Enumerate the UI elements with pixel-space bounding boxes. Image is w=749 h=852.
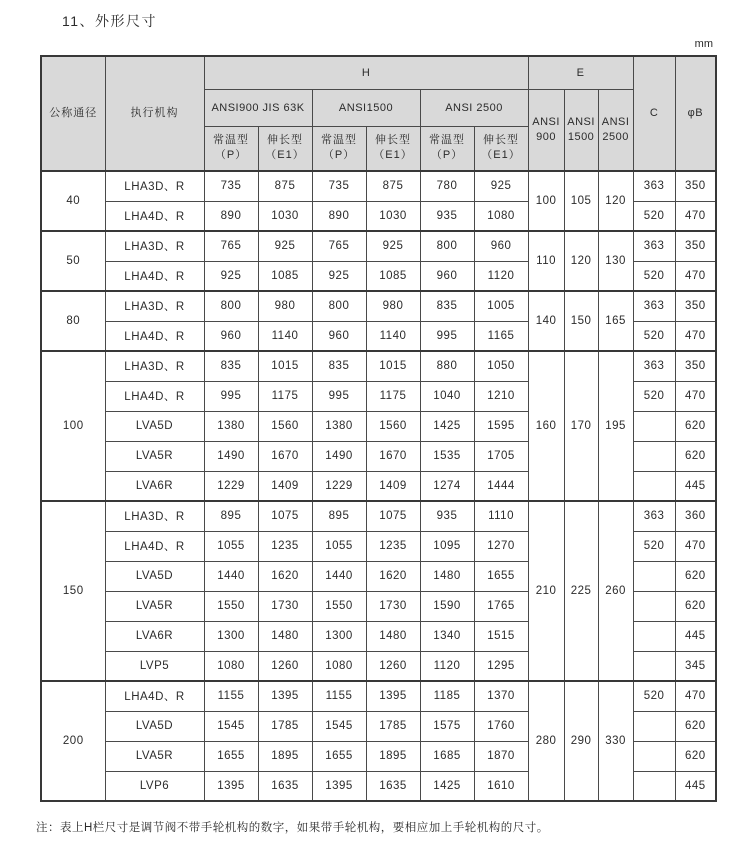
c-value-cell [633,741,675,771]
phib-value-cell: 445 [675,471,716,501]
h-value-cell: 1395 [258,681,312,711]
header-e-ansi2500-line1: ANSI [601,115,630,128]
h-value-cell: 960 [420,261,474,291]
e-value-cell: 160 [528,351,564,501]
header-e-ansi2500 [598,89,633,171]
e-value-cell: 330 [598,681,633,801]
h-value-cell: 925 [366,231,420,261]
h-value-cell: 1480 [258,621,312,651]
e-value-cell: 195 [598,351,633,501]
h-value-cell: 835 [312,351,366,381]
h-value-cell: 1655 [312,741,366,771]
h-value-cell: 935 [420,201,474,231]
h-value-cell: 1085 [366,261,420,291]
h-value-cell: 1550 [312,591,366,621]
h-value-cell: 835 [420,291,474,321]
actuator-cell: LVA5D [105,561,204,591]
h-value-cell: 1050 [474,351,528,381]
h-value-cell: 1409 [366,471,420,501]
h-value-cell: 1040 [420,381,474,411]
actuator-cell: LVP6 [105,771,204,801]
header-e-ansi900-line2: 900 [536,130,556,143]
actuator-cell: LVA5D [105,711,204,741]
extended-type-label: 伸长型 [483,134,520,147]
h-value-cell: 1229 [312,471,366,501]
h-value-cell: 1080 [474,201,528,231]
table-row [41,291,716,321]
table-row [41,501,716,531]
extended-type-code: （E1） [481,149,521,162]
actuator-cell: LVA5R [105,591,204,621]
normal-type-code: （P） [214,149,248,162]
h-value-cell: 1610 [474,771,528,801]
normal-type-label: 常温型 [213,134,249,147]
h-value-cell: 1015 [258,351,312,381]
header-ansi2500: ANSI 2500 [420,89,528,126]
h-value-cell: 800 [312,291,366,321]
h-value-cell: 960 [474,231,528,261]
actuator-cell: LHA4D、R [105,261,204,291]
e-value-cell: 120 [564,231,598,291]
actuator-cell: LVA5R [105,741,204,771]
header-h-group: H [204,56,528,89]
actuator-cell: LHA4D、R [105,681,204,711]
h-value-cell: 995 [204,381,258,411]
header-row-1 [41,56,716,89]
h-value-cell: 1785 [366,711,420,741]
h-value-cell: 1155 [204,681,258,711]
c-value-cell [633,591,675,621]
h-value-cell: 925 [204,261,258,291]
h-value-cell: 1590 [420,591,474,621]
normal-type-label: 常温型 [321,134,357,147]
phib-value-cell: 620 [675,591,716,621]
h-value-cell: 1055 [312,531,366,561]
extended-type-label: 伸长型 [267,134,303,147]
h-value-cell: 1765 [474,591,528,621]
footnote: 注：表上H栏尺寸是调节阀不带手轮机构的数字，如果带手轮机构，要相应加上手轮机构的尺寸。 [36,822,549,834]
h-value-cell: 1595 [474,411,528,441]
phib-value-cell: 350 [675,351,716,381]
header-c: C [633,56,675,171]
h-value-cell: 1895 [366,741,420,771]
h-value-cell: 1395 [204,771,258,801]
h-value-cell: 1785 [258,711,312,741]
h-value-cell: 1444 [474,471,528,501]
h-value-cell: 1120 [474,261,528,291]
c-value-cell: 363 [633,291,675,321]
h-value-cell: 1140 [366,321,420,351]
actuator-cell: LHA4D、R [105,381,204,411]
e-value-cell: 290 [564,681,598,801]
h-value-cell: 1155 [312,681,366,711]
unit-label: mm [694,38,713,50]
h-value-cell: 960 [204,321,258,351]
header-e-ansi1500-line1: ANSI [567,115,595,128]
c-value-cell: 363 [633,501,675,531]
table-row [41,231,716,261]
h-value-cell: 925 [474,171,528,201]
c-value-cell: 363 [633,171,675,201]
h-value-cell: 1370 [474,681,528,711]
header-e-ansi900-line1: ANSI [532,115,560,128]
h-value-cell: 1380 [312,411,366,441]
actuator-cell: LHA3D、R [105,501,204,531]
h-value-cell: 1655 [204,741,258,771]
h-value-cell: 1575 [420,711,474,741]
phib-value-cell: 620 [675,441,716,471]
phib-value-cell: 470 [675,381,716,411]
actuator-cell: LHA3D、R [105,231,204,261]
h-value-cell: 895 [312,501,366,531]
actuator-cell: LHA3D、R [105,171,204,201]
phib-value-cell: 445 [675,621,716,651]
diameter-cell: 100 [41,351,105,501]
c-value-cell [633,651,675,681]
h-value-cell: 1480 [420,561,474,591]
page-title: 11、外形尺寸 [62,13,158,29]
normal-type-label: 常温型 [429,134,465,147]
h-value-cell: 875 [258,171,312,201]
phib-value-cell: 350 [675,171,716,201]
c-value-cell: 520 [633,681,675,711]
h-value-cell: 1730 [366,591,420,621]
c-value-cell: 363 [633,351,675,381]
h-value-cell: 1635 [258,771,312,801]
table-body [41,171,716,801]
h-value-cell: 1300 [204,621,258,651]
h-value-cell: 1620 [258,561,312,591]
h-value-cell: 735 [204,171,258,201]
h-value-cell: 1895 [258,741,312,771]
actuator-cell: LVP5 [105,651,204,681]
h-value-cell: 935 [420,501,474,531]
actuator-cell: LHA3D、R [105,291,204,321]
actuator-cell: LHA4D、R [105,531,204,561]
h-value-cell: 800 [204,291,258,321]
header-e-group: E [528,56,633,89]
actuator-cell: LVA5R [105,441,204,471]
c-value-cell: 520 [633,201,675,231]
h-value-cell: 1545 [204,711,258,741]
h-value-cell: 1730 [258,591,312,621]
c-value-cell: 520 [633,321,675,351]
h-value-cell: 1030 [366,201,420,231]
h-value-cell: 1705 [474,441,528,471]
extended-type-label: 伸长型 [375,134,411,147]
h-value-cell: 1030 [258,201,312,231]
h-value-cell: 995 [312,381,366,411]
h-value-cell: 925 [258,231,312,261]
h-value-cell: 1440 [312,561,366,591]
h-value-cell: 1075 [258,501,312,531]
e-value-cell: 100 [528,171,564,231]
h-value-cell: 1395 [312,771,366,801]
c-value-cell: 520 [633,381,675,411]
h-value-cell: 1409 [258,471,312,501]
diameter-cell: 50 [41,231,105,291]
h-value-cell: 765 [312,231,366,261]
c-value-cell: 363 [633,231,675,261]
c-value-cell [633,561,675,591]
dimensions-table [40,55,717,802]
h-value-cell: 800 [420,231,474,261]
e-value-cell: 140 [528,291,564,351]
header-e-ansi1500 [564,89,598,171]
e-value-cell: 105 [564,171,598,231]
h-value-cell: 1235 [258,531,312,561]
h-value-cell: 1425 [420,771,474,801]
c-value-cell: 520 [633,531,675,561]
header-ansi1500: ANSI1500 [312,89,420,126]
h-value-cell: 1140 [258,321,312,351]
actuator-cell: LVA5D [105,411,204,441]
e-value-cell: 130 [598,231,633,291]
h-value-cell: 1295 [474,651,528,681]
h-value-cell: 1080 [204,651,258,681]
h-value-cell: 765 [204,231,258,261]
normal-type-code: （P） [322,149,356,162]
header-extended-type-1 [258,126,312,171]
h-value-cell: 1085 [258,261,312,291]
c-value-cell [633,441,675,471]
h-value-cell: 1655 [474,561,528,591]
h-value-cell: 1274 [420,471,474,501]
header-extended-type-3 [474,126,528,171]
e-value-cell: 150 [564,291,598,351]
h-value-cell: 960 [312,321,366,351]
phib-value-cell: 470 [675,201,716,231]
h-value-cell: 1535 [420,441,474,471]
h-value-cell: 1670 [258,441,312,471]
diameter-cell: 40 [41,171,105,231]
phib-value-cell: 470 [675,681,716,711]
h-value-cell: 1095 [420,531,474,561]
e-value-cell: 225 [564,501,598,681]
diameter-cell: 200 [41,681,105,801]
c-value-cell [633,711,675,741]
h-value-cell: 1760 [474,711,528,741]
e-value-cell: 260 [598,501,633,681]
h-value-cell: 1620 [366,561,420,591]
phib-value-cell: 470 [675,261,716,291]
h-value-cell: 1175 [366,381,420,411]
header-e-ansi2500-line2: 2500 [602,130,629,143]
h-value-cell: 835 [204,351,258,381]
c-value-cell [633,621,675,651]
h-value-cell: 1395 [366,681,420,711]
e-value-cell: 210 [528,501,564,681]
h-value-cell: 1300 [312,621,366,651]
h-value-cell: 1670 [366,441,420,471]
c-value-cell [633,471,675,501]
table-row [41,681,716,711]
phib-value-cell: 345 [675,651,716,681]
phib-value-cell: 620 [675,561,716,591]
phib-value-cell: 470 [675,531,716,561]
header-nominal-diameter: 公称通径 [41,56,105,171]
header-actuator: 执行机构 [105,56,204,171]
h-value-cell: 1110 [474,501,528,531]
header-extended-type-2 [366,126,420,171]
extended-type-code: （E1） [265,149,305,162]
h-value-cell: 1185 [420,681,474,711]
h-value-cell: 1015 [366,351,420,381]
h-value-cell: 1235 [366,531,420,561]
header-phi-b: φB [675,56,716,171]
actuator-cell: LHA3D、R [105,351,204,381]
h-value-cell: 780 [420,171,474,201]
h-value-cell: 1055 [204,531,258,561]
h-value-cell: 1080 [312,651,366,681]
h-value-cell: 1270 [474,531,528,561]
e-value-cell: 165 [598,291,633,351]
header-normal-type-3 [420,126,474,171]
phib-value-cell: 620 [675,741,716,771]
phib-value-cell: 445 [675,771,716,801]
h-value-cell: 925 [312,261,366,291]
h-value-cell: 1870 [474,741,528,771]
phib-value-cell: 350 [675,291,716,321]
e-value-cell: 170 [564,351,598,501]
h-value-cell: 1380 [204,411,258,441]
h-value-cell: 1260 [366,651,420,681]
h-value-cell: 1440 [204,561,258,591]
h-value-cell: 1560 [366,411,420,441]
h-value-cell: 1340 [420,621,474,651]
h-value-cell: 1490 [204,441,258,471]
h-value-cell: 890 [204,201,258,231]
c-value-cell: 520 [633,261,675,291]
actuator-cell: LHA4D、R [105,321,204,351]
h-value-cell: 875 [366,171,420,201]
header-e-ansi1500-line2: 1500 [567,130,595,143]
h-value-cell: 1550 [204,591,258,621]
header-e-ansi900 [528,89,564,171]
e-value-cell: 110 [528,231,564,291]
h-value-cell: 1425 [420,411,474,441]
phib-value-cell: 470 [675,321,716,351]
diameter-cell: 80 [41,291,105,351]
h-value-cell: 1229 [204,471,258,501]
e-value-cell: 120 [598,171,633,231]
h-value-cell: 1490 [312,441,366,471]
table-row [41,351,716,381]
h-value-cell: 1210 [474,381,528,411]
extended-type-code: （E1） [373,149,413,162]
phib-value-cell: 620 [675,411,716,441]
actuator-cell: LVA6R [105,621,204,651]
phib-value-cell: 350 [675,231,716,261]
header-normal-type-2 [312,126,366,171]
h-value-cell: 880 [420,351,474,381]
phib-value-cell: 620 [675,711,716,741]
h-value-cell: 1685 [420,741,474,771]
diameter-cell: 150 [41,501,105,681]
h-value-cell: 980 [366,291,420,321]
header-ansi900-jis63k: ANSI900 JIS 63K [204,89,312,126]
h-value-cell: 890 [312,201,366,231]
h-value-cell: 1005 [474,291,528,321]
h-value-cell: 895 [204,501,258,531]
header-normal-type-1 [204,126,258,171]
c-value-cell [633,771,675,801]
h-value-cell: 735 [312,171,366,201]
table-row [41,171,716,201]
h-value-cell: 1545 [312,711,366,741]
h-value-cell: 1175 [258,381,312,411]
c-value-cell [633,411,675,441]
h-value-cell: 1120 [420,651,474,681]
h-value-cell: 1480 [366,621,420,651]
h-value-cell: 1165 [474,321,528,351]
phib-value-cell: 360 [675,501,716,531]
normal-type-code: （P） [430,149,464,162]
actuator-cell: LVA6R [105,471,204,501]
h-value-cell: 1515 [474,621,528,651]
h-value-cell: 1260 [258,651,312,681]
h-value-cell: 995 [420,321,474,351]
h-value-cell: 1560 [258,411,312,441]
h-value-cell: 1075 [366,501,420,531]
e-value-cell: 280 [528,681,564,801]
h-value-cell: 1635 [366,771,420,801]
actuator-cell: LHA4D、R [105,201,204,231]
h-value-cell: 980 [258,291,312,321]
